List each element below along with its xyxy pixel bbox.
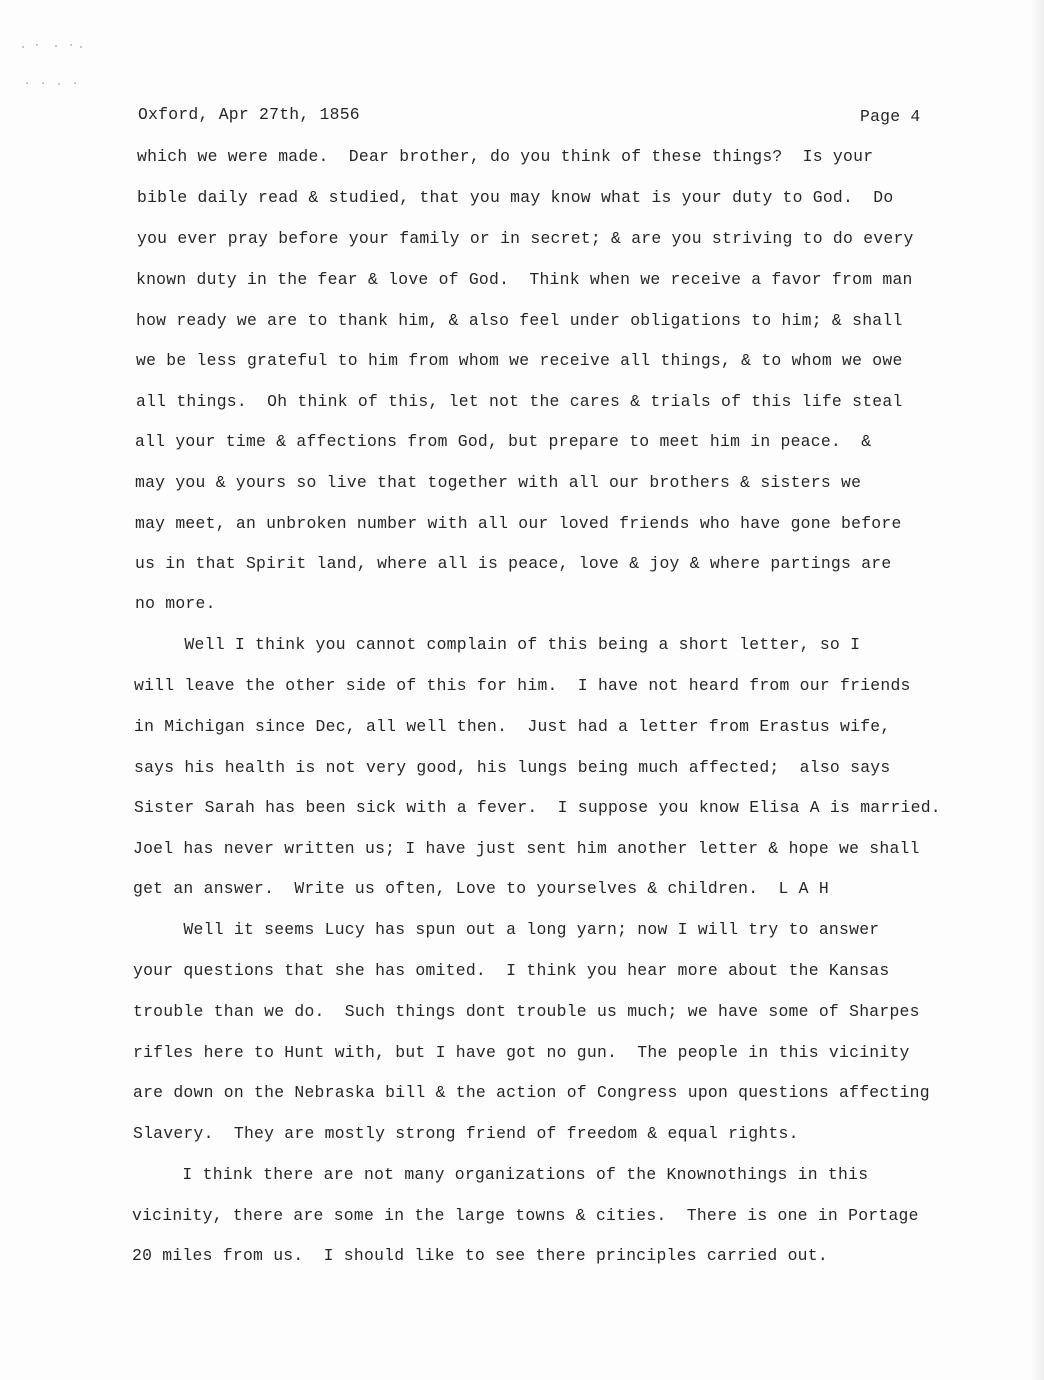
paper-specks	[22, 40, 92, 90]
body-line: bible daily read & studied, that you may know what is your duty to God. Do	[137, 188, 894, 207]
body-line: us in that Spirit land, where all is peace, love & joy & where partings are	[135, 554, 892, 573]
body-line: may you & yours so live that together with all our brothers & sisters we	[135, 473, 862, 492]
body-line: will leave the other side of this for him. I have not heard from our friends	[134, 676, 911, 695]
body-line: Well I think you cannot complain of this being a short letter, so I	[134, 635, 861, 654]
body-line: vicinity, there are some in the large towns & cities. There is one in Portage	[132, 1206, 919, 1225]
body-line: get an answer. Write us often, Love to yourselves & children. L A H	[133, 879, 829, 898]
body-line: known duty in the fear & love of God. Think when we receive a favor from man	[136, 270, 913, 289]
body-line: 20 miles from us. I should like to see there principles carried out.	[132, 1246, 828, 1265]
body-line: Slavery. They are mostly strong friend of freedom & equal rights.	[133, 1124, 799, 1143]
body-line: you ever pray before your family or in secret; & are you striving to do every	[137, 229, 914, 248]
page-edge-shadow	[1030, 0, 1044, 1380]
page-number: Page 4	[860, 107, 921, 126]
body-line: Joel has never written us; I have just sent him another letter & hope we shall	[133, 839, 920, 858]
body-line: trouble than we do. Such things dont trouble us much; we have some of Sharpes	[133, 1002, 920, 1021]
body-line: I think there are not many organizations of the Knownothings in this	[132, 1165, 869, 1184]
body-line: says his health is not very good, his lungs being much affected; also says	[134, 758, 891, 777]
body-line: no more.	[135, 594, 216, 613]
body-line: Sister Sarah has been sick with a fever. I suppose you know Elisa A is married.	[134, 798, 941, 817]
body-line: Well it seems Lucy has spun out a long yarn; now I will try to answer	[133, 920, 880, 939]
body-line: rifles here to Hunt with, but I have got no gun. The people in this vicinity	[133, 1043, 910, 1062]
body-line: in Michigan since Dec, all well then. Just had a letter from Erastus wife,	[134, 717, 891, 736]
body-line: are down on the Nebraska bill & the action of Congress upon questions affecting	[133, 1083, 930, 1102]
body-line: which we were made. Dear brother, do you think of these things? Is your	[137, 147, 874, 166]
body-line: all things. Oh think of this, let not the cares & trials of this life steal	[136, 392, 903, 411]
body-line: your questions that she has omited. I think you hear more about the Kansas	[133, 961, 890, 980]
letter-place-date: Oxford, Apr 27th, 1856	[138, 105, 360, 124]
body-line: all your time & affections from God, but prepare to meet him in peace. &	[135, 432, 872, 451]
body-line: may meet, an unbroken number with all our loved friends who have gone before	[135, 514, 902, 533]
body-line: we be less grateful to him from whom we receive all things, & to whom we owe	[136, 351, 903, 370]
body-line: how ready we are to thank him, & also feel under obligations to him; & shall	[136, 311, 903, 330]
